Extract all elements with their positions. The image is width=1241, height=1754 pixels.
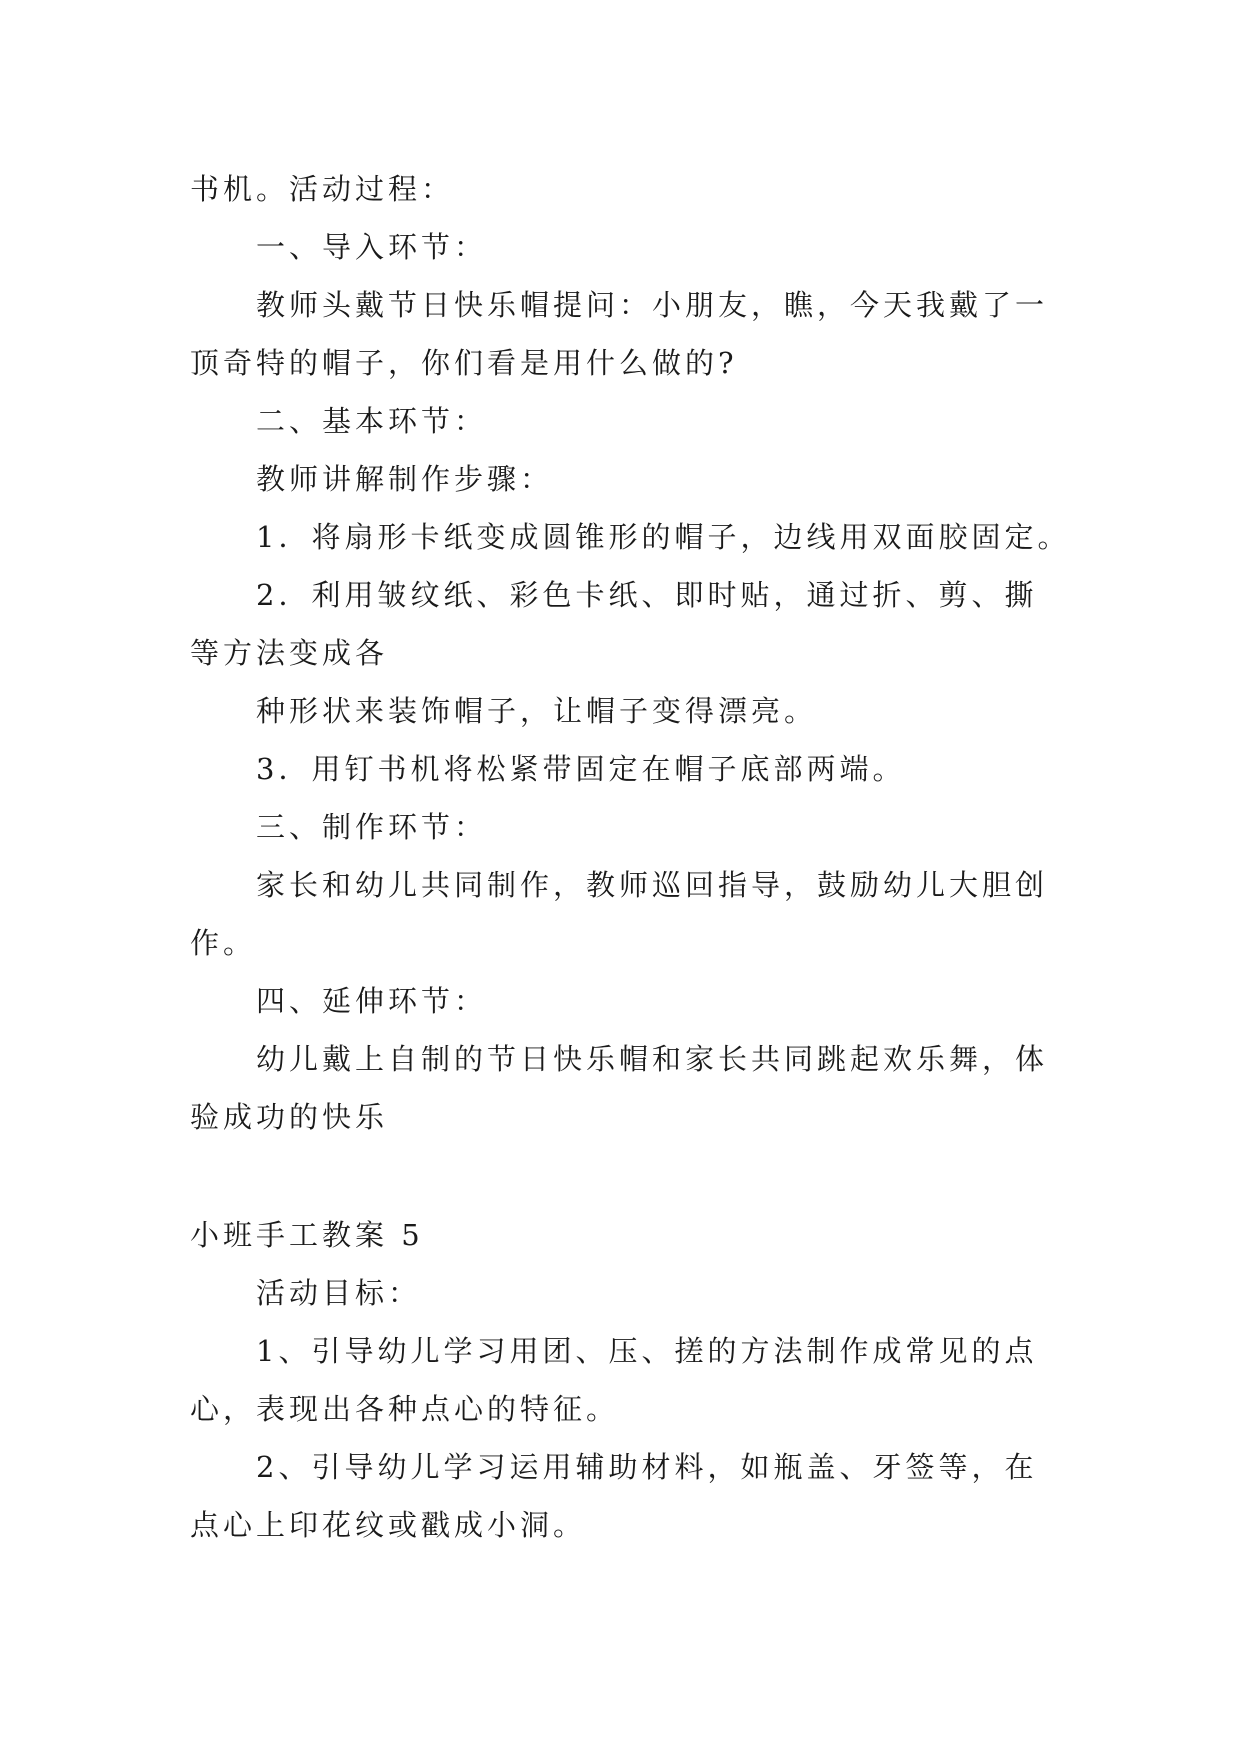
text-line: 心，表现出各种点心的特征。 [190, 1392, 620, 1426]
step-item: 1．将扇形卡纸变成圆锥形的帽子，边线用双面胶固定。 [256, 520, 1071, 554]
text-line: 幼儿戴上自制的节日快乐帽和家长共同跳起欢乐舞，体 [256, 1042, 1049, 1076]
section-heading-make: 三、制作环节： [256, 810, 488, 844]
section-heading-basic: 二、基本环节： [256, 404, 488, 438]
section-heading-goals: 活动目标： [256, 1276, 422, 1310]
document-body [190, 160, 1070, 1554]
text-line: 书机。活动过程： [190, 172, 455, 206]
text-line: 等方法变成各 [190, 636, 389, 670]
section-heading-intro: 一、导入环节： [256, 230, 488, 264]
text-line: 教师头戴节日快乐帽提问：小朋友，瞧，今天我戴了一 [256, 288, 1049, 322]
text-line: 种形状来装饰帽子，让帽子变得漂亮。 [256, 694, 818, 728]
step-item: 3．用钉书机将松紧带固定在帽子底部两端。 [256, 752, 906, 786]
section-gap [190, 1146, 1070, 1206]
text-line: 点心上印花纹或戳成小洞。 [190, 1508, 587, 1542]
step-item: 2．利用皱纹纸、彩色卡纸、即时贴，通过折、剪、撕 [256, 578, 1038, 612]
text-line: 家长和幼儿共同制作，教师巡回指导，鼓励幼儿大胆创 [256, 868, 1049, 902]
lesson-title: 小班手工教案 5 [190, 1218, 424, 1252]
text-line: 教师讲解制作步骤： [256, 462, 554, 496]
text-line: 顶奇特的帽子，你们看是用什么做的? [190, 346, 738, 380]
text-line: 作。 [190, 926, 257, 960]
goal-item: 1、引导幼儿学习用团、压、搓的方法制作成常见的点 [256, 1334, 1038, 1368]
section-heading-extend: 四、延伸环节： [256, 984, 488, 1018]
goal-item: 2、引导幼儿学习运用辅助材料，如瓶盖、牙签等，在 [256, 1450, 1038, 1484]
text-line: 验成功的快乐 [190, 1100, 389, 1134]
